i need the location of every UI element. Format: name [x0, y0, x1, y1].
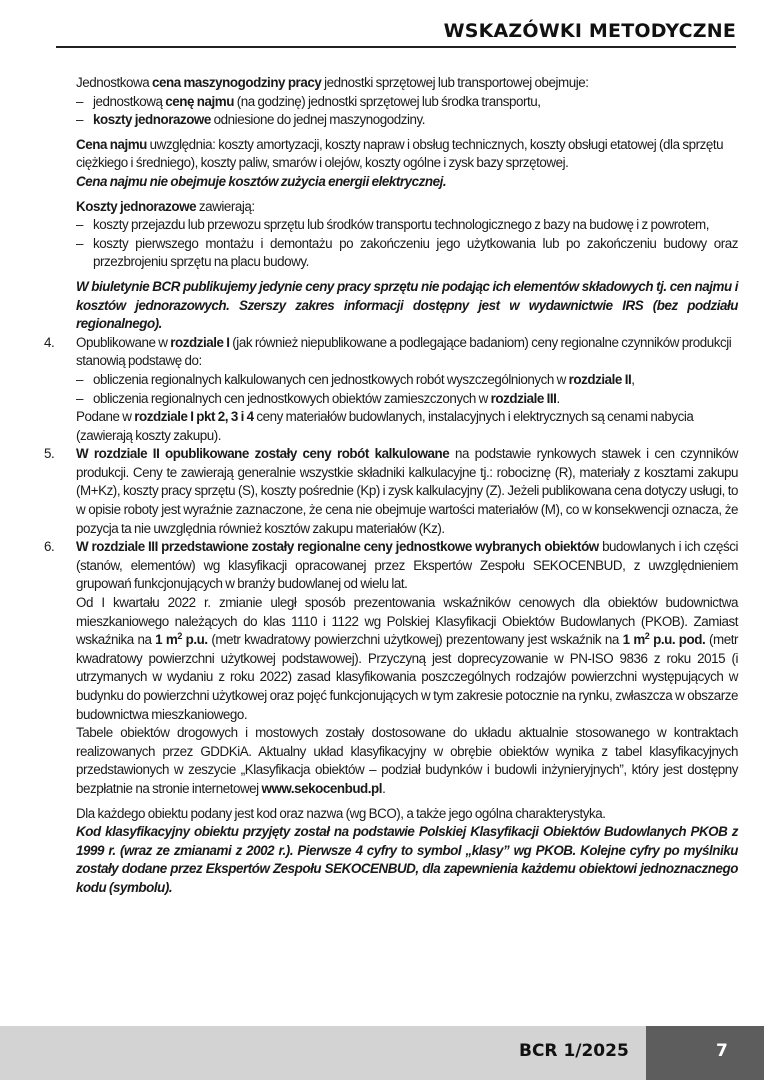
machine-hour-intro: Jednostkowa cena maszynogodziny pracy jednostki sprzętowej lub transportowej obejmuje:	[76, 75, 589, 90]
item-number: 5.	[44, 446, 55, 462]
publication-label: BCR 1/2025	[519, 1041, 629, 1061]
bcr-bulletin-note: W biuletynie BCR publikujemy jedynie ceny pracy sprzętu nie podając ich elementów składowych tj. cen najmu i kosztów jednorazowych. Szerszy zakres informacji dostępny jest w wydawnictwie IRS (bez podziału regionalnego).	[76, 278, 738, 332]
header-rule	[56, 46, 736, 48]
numbered-item-5: 5. W rozdziale II opublikowane zostały ceny robót kalkulowane na podstawie rynkowych stawek i cen czynników produkcji. Ceny te zawierają generalnie wszystkie składniki kalkulacyjne tj.: robociznę (R), materiały z kosztami zakupu (M+Kz), koszty pracy sprzętu (S), koszty pośrednie (Kp) i zysk kalkulacyjny (Z). Jeżeli publikowana cena dotyczy usługi, to w opisie roboty jest wyraźnie zaznaczone, że cena nie obejmuje wartości materiałów (M), co w konsekwencji oznacza, że pozycja ta nie uwzględnia również kosztów zakupu materiałów (Kz).	[44, 445, 738, 538]
list-item: – jednostkową cenę najmu (na godzinę) jednostki sprzętowej lub środka transportu,	[76, 93, 541, 109]
item-number: 4.	[44, 334, 55, 350]
page-number: 7	[716, 1041, 728, 1061]
classification-code-note: Kod klasyfikacyjny obiektu przyjęty został na podstawie Polskiej Klasyfikacji Obiektów Budowlanych PKOB z 1999 r. (wraz ze zmianami z 2002 r.). Pierwsze 4 cyfry to symbol „klasy” wg PKOB. Kolejne cyfry po myślniku zostały dodane przez Ekspertów Zespołu SEKOCENBUD, dla zapewnienia każdemu obiektowi jednoznacznego kodu (symbolu).	[76, 824, 738, 895]
one-off-costs-paragraph: Koszty jednorazowe zawierają:	[76, 198, 255, 214]
list-item: – koszty jednorazowe odniesione do jednej maszynogodziny.	[76, 112, 426, 128]
list-item: – obliczenia regionalnych cen jednostkowych obiektów zamieszczonych w rozdziale III.	[76, 390, 560, 406]
item-number: 6.	[44, 539, 55, 555]
numbered-item-4: 4. Opublikowane w rozdziale I (jak również niepublikowane a podlegające badaniom) ceny regionalne czynników produkcji stanowią podstawę do: – obliczenia regionalnych kalkulowanych cen jednostkowych robót wyszczególnionych w rozdziale II, – obliczenia regionalnych cen jednostkowych obiektów zamieszczonych w rozdziale III. Podane w rozdziale I pkt 2, 3 i 4 ceny materiałów budowlanych, instalacyjnych i elektrycznych są cenami nabycia (zawierają koszty zakupu).	[44, 334, 738, 446]
rental-price-note: Cena najmu nie obejmuje kosztów zużycia energii elektrycznej.	[76, 173, 447, 189]
page-header-title: WSKAZÓWKI METODYCZNE	[443, 20, 736, 42]
sekocenbud-website-link: www.sekocenbud.pl	[261, 780, 383, 796]
list-item: – koszty przejazdu lub przewozu sprzętu lub środków transportu technologicznego z bazy na budowę i z powrotem,	[76, 217, 710, 233]
list-item: – obliczenia regionalnych kalkulowanych cen jednostkowych robót wyszczególnionych w rozdziale II,	[76, 371, 635, 387]
rental-price-paragraph: Cena najmu uwzględnia: koszty amortyzacji, koszty napraw i obsług technicznych, koszty obsługi etatowej (dla sprzętu ciężkiego i średniego), koszty paliw, smarów i olejów, koszty ogólne i zysk bazy sprzętowej.	[76, 136, 724, 171]
page-number-box	[646, 1026, 764, 1080]
list-item: – koszty pierwszego montażu i demontażu po zakończeniu jego użytkowania lub po zakończeniu budowy oraz przezbrojeniu sprzętu na placu budowy.	[76, 235, 738, 270]
numbered-item-6: 6. W rozdziale III przedstawione zostały regionalne ceny jednostkowe wybranych obiektów budowlanych i ich części (stanów, elementów) wg klasyfikacji opracowanej przez Ekspertów Zespołu SEKOCENBUD, z uwzględnieniem grupowań funkcjonujących w branży budowlanej od wielu lat. Od I kwartału 2022 r. zmianie uległ sposób prezentowania wskaźników cenowych dla obiektów budownictwa mieszkaniowego należących do klas 1110 i 1122 wg Polskiej Klasyfikacji Obiektów Budowlanych (PKOB). Zamiast wskaźnika na 1 $m^2$ p.u. (metr kwadratowy powierzchni użytkowej) prezentowany jest wskaźnik na 1 $m^2$ p.u. pod. (metr kwadratowy powierzchni użytkowej podstawowej). Przyczyną jest doprecyzowanie w PN-ISO 9836 z roku 2015 (i utrzymanych w wydaniu z roku 2022) zasad klasyfikowania poszczególnych rodzajów powierzchni występujących w budynku do powierzchni użytkowej oraz pojęć funkcjonujących w tym zakresie potocznie na rynku, zwłaszcza w obszarze budownictwa mieszkaniowego. Tabele obiektów drogowych i mostowych zostały dostosowane do układu aktualnie stosowanego w kontraktach realizowanych przez GDDKiA. Aktualny układ klasyfikacyjny w obrębie obiektów wynika z tabel klasyfikacyjnych przedstawionych w zeszycie „Klasyfikacja obiektów – podział budynków i budowli inżynieryjnych”, który jest dostępny bezpłatnie na stronie internetowej www.sekocenbud.pl.	[44, 538, 738, 798]
object-code-paragraph: Dla każdego obiektu podany jest kod oraz nazwa (wg BCO), a także jego ogólna charakterystyka.	[76, 805, 606, 821]
page-content	[44, 74, 738, 898]
